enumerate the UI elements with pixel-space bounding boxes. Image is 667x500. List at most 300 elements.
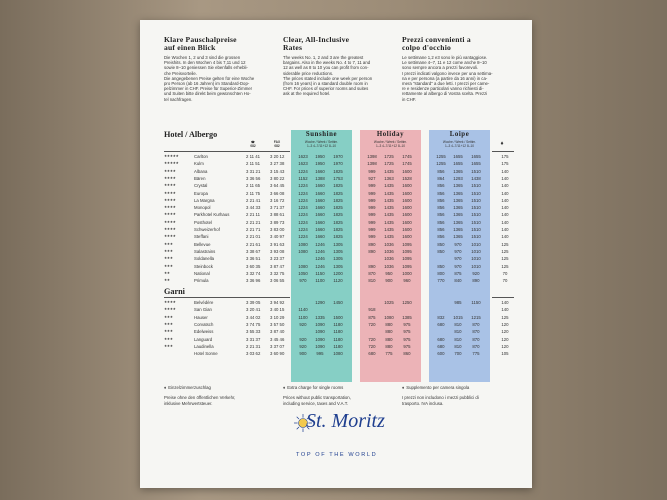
hotel-phone: 3 31 21 (246, 168, 261, 174)
legend-german-text: Einzelzimmerzuschlag Preise ohne den öffentlichen Verkehr, inklusive Mehrwertsteuer. (164, 385, 236, 406)
hotel-fax: 3 32 75 (270, 270, 285, 276)
hotel-fax: 3 89 73 (270, 219, 285, 225)
single-supplement-value: 140 (501, 190, 509, 196)
price-cell: 1290 (315, 300, 325, 305)
star-rating: ★★★ (164, 263, 173, 268)
price-cell: 1435 (384, 212, 394, 218)
hotel-fax: 3 37 07 (270, 343, 285, 349)
price-cell: 1036 (384, 256, 394, 262)
intro-italian-text: Le settimane 1,2 e3 sono le più vantaggiose. Le settimane 4–7, 11 e 12 come anche 8–10 sono sempre ancora a prezzi favorevoli. I prezzi indicati valgono invece per una settima- na e per persona (a partire da 16 anni) in ca- mera "standard" a due letti. I prezzi per came- re e residenze particolari vanno richiesti di- rettamente al albergo di Vostra scelta. Prezzi in CHF. (402, 55, 493, 102)
price-cell: 1250 (402, 300, 412, 305)
price-cell: 970 (454, 248, 462, 254)
single-supplement-value: 140 (501, 300, 509, 305)
single-supplement-value: 140 (501, 205, 509, 211)
price-cell: 1660 (315, 219, 325, 225)
single-supplement-value: 140 (501, 168, 509, 174)
price-cell: 890 (368, 248, 376, 254)
price-cell: 975 (403, 343, 411, 349)
price-cell: 920 (299, 321, 307, 327)
hotel-phone: 3 44 33 (246, 205, 261, 211)
price-cell: 1224 (298, 205, 308, 211)
single-supplement-value: 120 (501, 329, 509, 335)
intro-german-title: Klare Pauschalpreise auf einen Blick (164, 35, 237, 52)
price-cell: 1000 (402, 270, 412, 276)
price-cell: 1010 (471, 248, 481, 254)
table-row (164, 270, 514, 277)
price-cell: 1660 (315, 205, 325, 211)
hotel-section-title: Hotel / Albergo (164, 130, 218, 139)
single-supplement-value: 125 (501, 241, 509, 247)
hotel-name: Laudinella (194, 343, 214, 349)
star-rating: ★★★ (164, 343, 173, 348)
price-cell: 1600 (402, 197, 412, 203)
table-row (164, 306, 514, 313)
single-supplement-value: 120 (501, 321, 509, 327)
star-rating: ★★★★ (164, 307, 176, 312)
hotel-fax: 3 64 45 (270, 183, 285, 189)
price-cell: 1388 (315, 175, 325, 181)
price-cell: 920 (472, 270, 480, 276)
price-cell: 1510 (471, 168, 481, 174)
price-cell: 970 (454, 263, 462, 269)
price-cell: 1825 (333, 219, 343, 225)
price-cell: 1510 (471, 227, 481, 232)
hotel-phone: 3 32 74 (246, 270, 261, 276)
star-rating: ★★★ (164, 321, 173, 326)
hotel-name: Salastrains (194, 248, 216, 254)
garni-supplement-rule (492, 297, 514, 298)
price-cell: 1365 (453, 219, 463, 225)
tel-column-header: ☎ 082 (250, 140, 256, 148)
price-cell: 1200 (333, 270, 343, 276)
diamond-icon: ♦ (283, 385, 286, 390)
hotel-name: Languard (194, 336, 213, 342)
hotel-fax: 3 20 12 (270, 154, 285, 159)
star-rating: ★★★ (164, 241, 173, 246)
price-cell: 1435 (384, 183, 394, 189)
table-row (164, 190, 514, 197)
hotel-phone: 3 39 05 (246, 300, 261, 305)
hotel-name: Monopol (194, 205, 211, 211)
price-cell: 1600 (402, 212, 412, 218)
price-cell: 1435 (384, 190, 394, 196)
price-cell: 1950 (315, 161, 325, 167)
hotel-fax: 3 57 50 (270, 321, 285, 327)
price-cell: 999 (368, 212, 376, 218)
table-row (164, 241, 514, 248)
price-cell: 1090 (315, 321, 325, 327)
price-cell: 850 (437, 248, 445, 254)
price-cell: 1025 (384, 300, 394, 305)
price-cell: 856 (437, 197, 445, 203)
price-cell: 1224 (298, 183, 308, 189)
price-cell: 1090 (315, 329, 325, 335)
price-cell: 1660 (315, 190, 325, 196)
table-row (164, 175, 514, 182)
price-cell: 975 (403, 336, 411, 342)
price-cell: 720 (368, 336, 376, 342)
single-supplement-value: 105 (501, 351, 509, 357)
hotel-fax: 3 93 08 (270, 248, 285, 254)
price-cell: 680 (437, 321, 445, 327)
table-row (164, 168, 514, 175)
price-cell: 850 (437, 263, 445, 269)
price-cell: 1150 (315, 270, 325, 276)
price-cell: 680 (437, 336, 445, 342)
single-supplement-value: 140 (501, 212, 509, 218)
price-cell: 1825 (333, 227, 343, 232)
legend-german (164, 385, 274, 406)
price-cell: 1435 (384, 227, 394, 232)
price-cell: 880 (385, 321, 393, 327)
price-cell: 1305 (333, 248, 343, 254)
price-cell: 1510 (471, 197, 481, 203)
price-cell: 890 (368, 263, 376, 269)
hotel-phone: 2 11 41 (246, 154, 261, 159)
price-cell: 1510 (471, 190, 481, 196)
hotel-name: Steffani (194, 234, 209, 240)
single-supplement-value: 125 (501, 248, 509, 254)
price-cell: 918 (368, 307, 376, 313)
single-supplement-value: 175 (501, 154, 509, 159)
star-rating: ★★★ (164, 256, 173, 261)
hotel-fax: 3 23 37 (270, 256, 285, 262)
hotel-name: National (194, 270, 210, 276)
hotel-phone: 2 11 65 (246, 183, 261, 189)
price-cell: 1745 (402, 161, 412, 167)
price-cell: 810 (454, 343, 462, 349)
logo-wordmark: St. Moritz (306, 410, 385, 432)
single-supplement-value: 120 (501, 336, 509, 342)
star-rating: ★★★★ (164, 197, 176, 202)
price-cell: 1365 (453, 197, 463, 203)
price-cell: 1510 (471, 234, 481, 240)
hotel-phone: 2 21 71 (246, 227, 261, 232)
price-cell: 1036 (384, 241, 394, 247)
hotel-fax: 3 45 46 (270, 336, 285, 342)
hotel-phone: 2 21 61 (246, 241, 261, 247)
table-row (164, 197, 514, 204)
hotel-phone: 3 60 35 (246, 263, 261, 269)
price-cell: 1623 (298, 161, 308, 167)
price-cell: 1246 (315, 248, 325, 254)
hotel-phone: 2 21 31 (246, 343, 261, 349)
single-supplement-value: 120 (501, 343, 509, 349)
price-cell: 900 (299, 351, 307, 357)
price-cell: 1435 (384, 197, 394, 203)
price-cell: 800 (437, 270, 445, 276)
table-row (164, 255, 514, 262)
price-cell: 1015 (453, 314, 463, 320)
price-cell: 1510 (471, 205, 481, 211)
price-cell: 600 (437, 351, 445, 357)
price-cell: 999 (368, 219, 376, 225)
price-cell: 1305 (333, 256, 343, 262)
table-row (164, 328, 514, 335)
intro-italian (402, 36, 512, 102)
price-cell: 856 (437, 219, 445, 225)
hotel-fax: 3 87 40 (270, 329, 285, 335)
star-rating: ★★★★ (164, 183, 176, 188)
price-cell: 856 (437, 168, 445, 174)
hotel-phone: 2 21 21 (246, 219, 261, 225)
hotel-phone: 3 44 02 (246, 314, 261, 320)
star-rating: ★★★★ (164, 234, 176, 239)
price-cell: 1825 (333, 197, 343, 203)
table-row (164, 343, 514, 350)
hotel-fax: 3 27 38 (270, 161, 285, 167)
price-cell: 1224 (298, 190, 308, 196)
price-cell: 1600 (402, 168, 412, 174)
season-sunshine-header: Sunshine (305, 131, 338, 138)
price-cell: 1500 (333, 314, 343, 320)
price-cell: 1080 (384, 314, 394, 320)
price-cell: 1510 (471, 219, 481, 225)
fax-column-header: FAX 082 (273, 140, 281, 148)
star-rating: ★★★★ (164, 219, 176, 224)
price-cell: 1100 (315, 278, 325, 284)
hotel-fax: 3 87 47 (270, 263, 285, 269)
single-supplement-value: 140 (501, 175, 509, 181)
price-cell: 1655 (471, 161, 481, 167)
price-cell: 970 (299, 278, 307, 284)
price-cell: 890 (472, 278, 480, 284)
price-cell: 999 (368, 168, 376, 174)
table-row (164, 336, 514, 343)
price-cell: 975 (403, 321, 411, 327)
hotel-fax: 3 94 92 (270, 300, 285, 305)
intro-german-text: Die Wochen 1, 2 und 3 sind die grossen Preishits. In den Wochen 4 bis 7,11 und 12 sowie 8–10 geniessen Sie ebenfalls erhebli- che Preisvorteile. Die angegebenen Preise gelten für eine Woche pro Person (ab 16 Jahren) im Standard-Dop- pelzimmer in CHF. Preise für Superior-Zimmer und Suiten bitte direkt beim gewünschten Ho- tel nachfragen. (164, 55, 255, 102)
hotel-phone: 3 55 33 (246, 329, 261, 335)
price-cell: 1255 (436, 161, 446, 167)
price-cell: 1224 (298, 212, 308, 218)
price-cell: 1660 (315, 197, 325, 203)
hotel-phone: 2 11 51 (246, 161, 261, 167)
hotel-name: Hauser (194, 314, 208, 320)
price-cell: 1745 (402, 154, 412, 159)
table-row (164, 160, 514, 167)
price-cell: 1363 (384, 175, 394, 181)
hotel-name: Parkhotel Kurhaus (194, 212, 230, 218)
price-cell: 875 (368, 314, 376, 320)
star-rating: ★★★★ (164, 205, 176, 210)
star-rating: ★★★★★ (164, 154, 179, 158)
price-cell: 1655 (471, 154, 481, 159)
price-cell: 680 (437, 343, 445, 349)
price-cell: 880 (385, 329, 393, 335)
price-cell: 840 (454, 278, 462, 284)
price-cell: 856 (437, 234, 445, 240)
price-cell: 1825 (333, 205, 343, 211)
table-row (164, 314, 514, 321)
price-cell: 1224 (298, 234, 308, 240)
hotel-fax: 3 40 15 (270, 307, 285, 313)
hotel-name: San Gian (194, 307, 212, 313)
brochure-page (140, 20, 532, 488)
hotel-fax: 3 88 61 (270, 212, 285, 218)
price-cell: 856 (437, 190, 445, 196)
single-supplement-value: 140 (501, 219, 509, 225)
hotel-header-rule (164, 151, 290, 152)
price-cell: 1100 (298, 314, 308, 320)
price-cell: 1010 (471, 263, 481, 269)
price-cell: 1180 (333, 343, 343, 349)
hotel-fax: 3 10 29 (270, 314, 285, 320)
supplement-header-rule (492, 151, 514, 152)
price-cell: 1655 (453, 154, 463, 159)
hotel-fax: 3 83 00 (270, 227, 285, 232)
price-cell: 775 (385, 351, 393, 357)
price-cell: 1725 (384, 161, 394, 167)
star-rating: ★★★ (164, 336, 173, 341)
hotel-phone: 2 21 41 (246, 197, 261, 203)
hotel-name: Bellevue (194, 241, 211, 247)
hotel-name: Albana (194, 168, 208, 174)
table-row (164, 211, 514, 218)
hotel-fax: 3 40 97 (270, 234, 285, 240)
price-cell: 880 (385, 343, 393, 349)
star-rating: ★★★ (164, 248, 173, 253)
price-cell: 1090 (315, 343, 325, 349)
star-rating: ★★★ (164, 314, 173, 319)
price-cell: 1150 (471, 300, 481, 305)
hotel-phone: 2 21 01 (246, 234, 261, 240)
price-cell: 995 (316, 351, 324, 357)
season-sunshine-weeks: Woche / Week / Settim. 1–3 4–7/11+12 8–10 (304, 140, 339, 148)
price-cell: 890 (368, 241, 376, 247)
price-cell: 1365 (453, 234, 463, 240)
price-cell: 900 (385, 278, 393, 284)
single-supplement-value: 140 (501, 183, 509, 189)
price-cell: 1246 (315, 263, 325, 269)
price-cell: 856 (437, 227, 445, 232)
star-rating: ★★★★ (164, 175, 176, 180)
price-cell: 1365 (453, 183, 463, 189)
hotel-name: La Margna (194, 197, 215, 203)
price-cell: 1050 (298, 270, 308, 276)
price-cell: 1080 (298, 241, 308, 247)
hotel-fax: 3 91 63 (270, 241, 285, 247)
season-holiday-weeks: Woche / Week / Settim. 1–3 4–7/11+12 8–10 (373, 140, 408, 148)
price-cell: 1435 (384, 234, 394, 240)
table-row (164, 321, 514, 328)
price-cell: 1660 (315, 227, 325, 232)
hotel-phone: 2 11 75 (246, 190, 261, 196)
star-rating: ★★★★ (164, 227, 176, 231)
price-cell: 1180 (333, 329, 343, 335)
intro-english-text: The weeks No. 1, 2 and 3 are the greatest bargains. Also in the weeks No. 4 to 7, 11 and 12 as well as 8 to 10 you can profit from con- siderable price reductions. The prices stated include one week per person (from 16 years) in a standard double room in CHF. For prices of superior rooms and suites ask at the required hotel. (283, 55, 373, 97)
price-cell: 1224 (298, 227, 308, 232)
single-supplement-value: 125 (501, 263, 509, 269)
price-cell: 1152 (298, 175, 308, 181)
price-cell: 1224 (298, 197, 308, 203)
table-row (164, 226, 514, 233)
hotel-fax: 3 60 90 (270, 351, 285, 357)
price-cell: 680 (368, 351, 376, 357)
single-supplement-value: 140 (501, 197, 509, 203)
price-cell: 700 (454, 351, 462, 357)
hotel-phone: 3 74 75 (246, 321, 261, 327)
price-cell: 1660 (315, 183, 325, 189)
price-cell: 1825 (333, 168, 343, 174)
table-row (164, 219, 514, 226)
price-cell: 950 (385, 270, 393, 276)
price-cell: 1246 (315, 256, 325, 262)
hotel-name: Crystal (194, 183, 208, 189)
price-cell: 870 (472, 343, 480, 349)
price-cell: 1365 (453, 212, 463, 218)
price-cell: 970 (454, 256, 462, 262)
hotel-name: Schweizerhof (194, 227, 220, 232)
price-cell: 970 (454, 241, 462, 247)
hotel-phone: 2 21 11 (246, 212, 261, 218)
price-cell: 1180 (333, 321, 343, 327)
price-cell: 1080 (333, 351, 343, 357)
hotel-fax: 3 06 55 (270, 278, 285, 284)
price-cell: 1095 (402, 248, 412, 254)
single-supplement-value: 70 (502, 270, 508, 276)
price-cell: 999 (368, 190, 376, 196)
legend-italian (402, 385, 512, 406)
price-cell: 1385 (402, 314, 412, 320)
price-cell: 1090 (315, 336, 325, 342)
hotel-phone: 3 36 51 (246, 256, 261, 262)
price-cell: 770 (437, 278, 445, 284)
price-cell: 810 (454, 321, 462, 327)
st-moritz-logo (286, 400, 396, 460)
intro-english-title: Clear, All-Inclusive Rates (283, 35, 350, 52)
table-row (164, 233, 514, 240)
hotel-name: Bären (194, 175, 206, 181)
price-cell: 920 (299, 343, 307, 349)
hotel-fax: 3 15 43 (270, 168, 285, 174)
price-cell: 1600 (402, 227, 412, 232)
price-cell: 1398 (367, 161, 377, 167)
price-cell: 999 (368, 227, 376, 232)
price-cell: 1450 (333, 300, 343, 305)
price-cell: 1365 (453, 205, 463, 211)
price-cell: 1080 (298, 248, 308, 254)
hotel-phone: 3 31 37 (246, 336, 261, 342)
single-supplement-header-icon: ♦ (500, 141, 504, 147)
star-rating: ★★★ (164, 329, 173, 334)
price-cell: 985 (454, 300, 462, 305)
table-row (164, 263, 514, 270)
price-cell: 1510 (471, 183, 481, 189)
hotel-name: Edelweiss (194, 329, 214, 335)
hotel-fax: 3 80 22 (270, 175, 285, 181)
price-cell: 1600 (402, 190, 412, 196)
star-rating: ★★★★★ (164, 161, 179, 166)
single-supplement-value: 140 (501, 234, 509, 240)
single-supplement-value: 125 (501, 256, 509, 262)
price-cell: 1080 (298, 263, 308, 269)
price-cell: 1140 (298, 307, 308, 313)
price-cell: 1120 (333, 278, 343, 284)
price-cell: 1435 (384, 168, 394, 174)
price-cell: 875 (454, 270, 462, 276)
price-cell: 1825 (333, 234, 343, 240)
price-cell: 1010 (471, 256, 481, 262)
hotel-phone: 3 03 62 (246, 351, 261, 357)
single-supplement-value: 70 (502, 278, 508, 284)
price-cell: 999 (368, 205, 376, 211)
price-cell: 1010 (471, 241, 481, 247)
price-cell: 1435 (384, 205, 394, 211)
table-row (164, 182, 514, 189)
price-cell: 1398 (367, 154, 377, 159)
price-cell: 1753 (333, 175, 343, 181)
